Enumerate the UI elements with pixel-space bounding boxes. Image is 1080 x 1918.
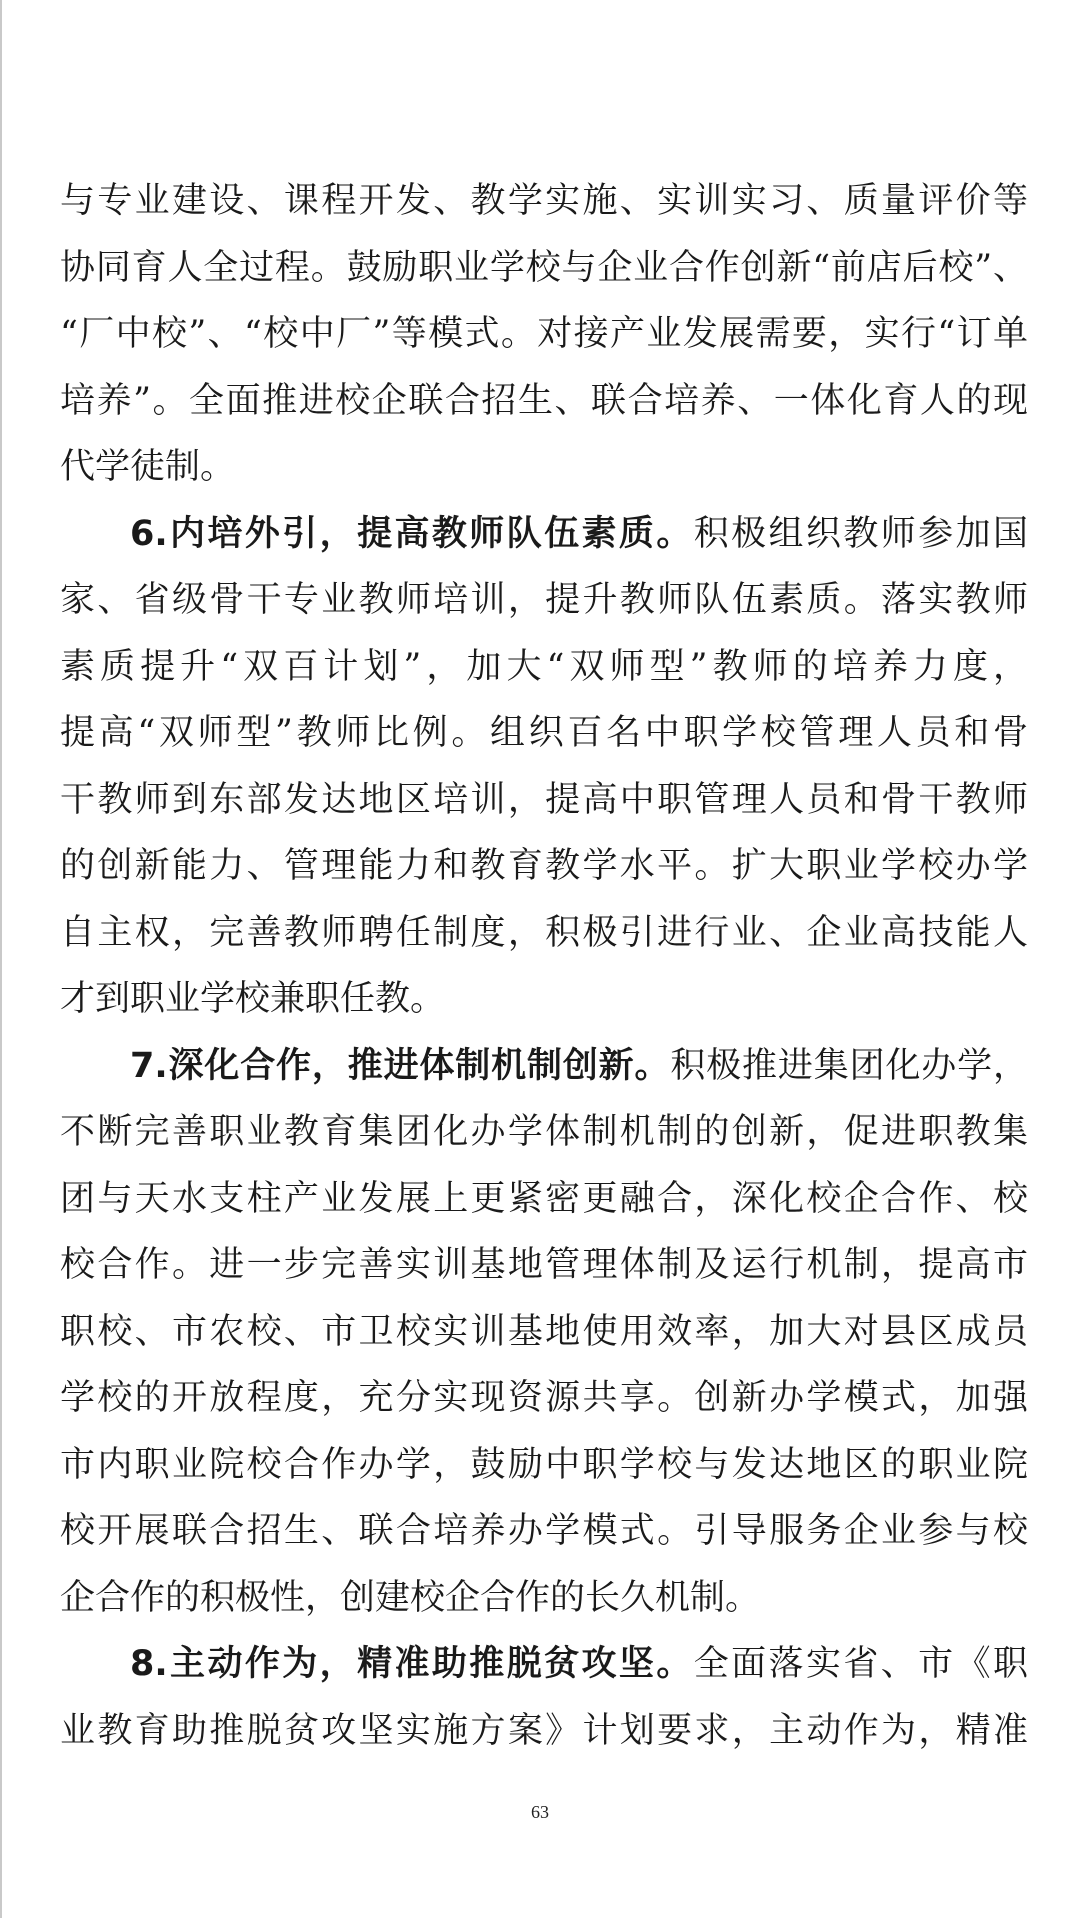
body-line: 代学徒制。 bbox=[60, 447, 236, 487]
body-line: 素质提升“双百计划”，加大“双师型”教师的培养力度， bbox=[60, 646, 1028, 687]
body-line: 校合作。进一步完善实训基地管理体制及运行机制，提高市 bbox=[60, 1245, 1028, 1285]
body-line: 培养”。全面推进校企联合招生、联合培养、一体化育人的现 bbox=[60, 380, 1028, 421]
body-line: 自主权，完善教师聘任制度，积极引进行业、企业高技能人 bbox=[60, 912, 1028, 953]
body-line: 企合作的积极性，创建校企合作的长久机制。 bbox=[60, 1577, 761, 1618]
body-line: 协同育人全过程。鼓励职业学校与企业合作创新“前店后校”、 bbox=[60, 247, 1028, 288]
body-line: 家、省级骨干专业教师培训，提升教师队伍素质。落实教师 bbox=[60, 580, 1028, 620]
section-7-lead: 积极推进集团化办学， bbox=[670, 1045, 1028, 1086]
section-8-first-line bbox=[60, 1631, 1028, 1698]
body-line: 不断完善职业教育集团化办学体制机制的创新，促进职教集 bbox=[60, 1112, 1028, 1152]
section-7-first-line bbox=[60, 1033, 1028, 1100]
document-body bbox=[60, 168, 1028, 1764]
section-6-heading: 6.内培外引，提高教师队伍素质。 bbox=[130, 513, 694, 554]
body-line: 干教师到东部发达地区培训，提高中职管理人员和骨干教师 bbox=[60, 779, 1028, 820]
body-line: 才到职业学校兼职任教。 bbox=[60, 979, 446, 1019]
body-line: 学校的开放程度，充分实现资源共享。创新办学模式，加强 bbox=[60, 1378, 1028, 1418]
body-line: 职校、市农校、市卫校实训基地使用效率，加大对县区成员 bbox=[60, 1311, 1028, 1352]
section-8-lead: 全面落实省、市《职 bbox=[693, 1644, 1028, 1684]
section-7-heading: 7.深化合作，推进体制机制创新。 bbox=[130, 1045, 671, 1086]
section-6-lead: 积极组织教师参加国 bbox=[693, 513, 1028, 554]
body-line: 团与天水支柱产业发展上更紧密更融合，深化校企合作、校 bbox=[60, 1178, 1028, 1219]
section-6-first-line bbox=[60, 501, 1028, 568]
body-line: 提高“双师型”教师比例。组织百名中职学校管理人员和骨 bbox=[60, 713, 1028, 753]
section-8-heading: 8.主动作为，精准助推脱贫攻坚。 bbox=[130, 1644, 694, 1684]
page-left-edge bbox=[0, 0, 2, 1918]
body-line: 与专业建设、课程开发、教学实施、实训实习、质量评价等 bbox=[60, 181, 1028, 221]
body-line: 业教育助推脱贫攻坚实施方案》计划要求，主动作为，精准 bbox=[60, 1710, 1028, 1751]
body-line: 的创新能力、管理能力和教育教学水平。扩大职业学校办学 bbox=[60, 846, 1028, 886]
body-line: “厂中校”、“校中厂”等模式。对接产业发展需要，实行“订单 bbox=[60, 314, 1028, 354]
body-line: 市内职业院校合作办学，鼓励中职学校与发达地区的职业院 bbox=[60, 1444, 1028, 1485]
body-line: 校开展联合招生、联合培养办学模式。引导服务企业参与校 bbox=[60, 1511, 1028, 1551]
page-number: 63 bbox=[531, 1802, 549, 1822]
